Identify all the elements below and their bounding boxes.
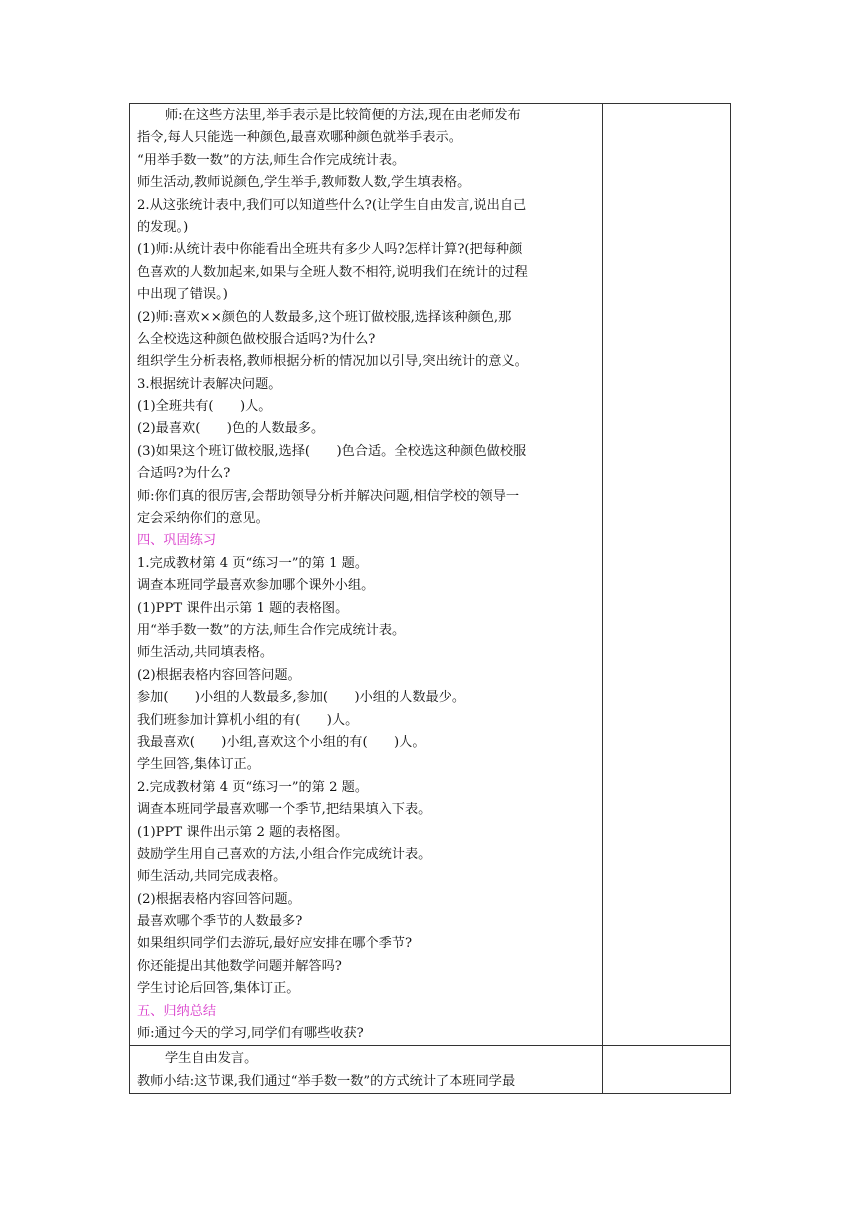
text-line: 最喜欢哪个季节的人数最多? bbox=[137, 914, 303, 930]
text-line: 指令,每人只能选一种颜色,最喜欢哪种颜色就举手表示。 bbox=[137, 130, 462, 146]
text-line: 师生活动,共同填表格。 bbox=[137, 645, 274, 661]
content-cell bbox=[130, 1046, 603, 1094]
text-line: 合适吗?为什么? bbox=[137, 466, 231, 482]
text-line: 学生讨论后回答,集体订正。 bbox=[137, 981, 300, 997]
text-line: 我最喜欢( )小组,喜欢这个小组的有( )人。 bbox=[137, 734, 426, 750]
text-line: 学生回答,集体订正。 bbox=[137, 757, 260, 773]
text-line: 调查本班同学最喜欢哪一个季节,把结果填入下表。 bbox=[137, 802, 432, 818]
text-line: 3.根据统计表解决问题。 bbox=[137, 376, 282, 392]
text-line: 么全校选这种颜色做校服合适吗?为什么? bbox=[137, 331, 376, 347]
text-line: (1)PPT 课件出示第 2 题的表格图。 bbox=[137, 824, 349, 840]
table-row bbox=[130, 104, 731, 1046]
text-line: 2.从这张统计表中,我们可以知道些什么?(让学生自由发言,说出自己 bbox=[137, 197, 527, 213]
text-line: (2)根据表格内容回答问题。 bbox=[137, 667, 301, 683]
text-line: 用“举手数一数”的方法,师生合作完成统计表。 bbox=[137, 622, 406, 638]
section-heading: 五、归纳总结 bbox=[137, 1003, 217, 1019]
text-line: “用举手数一数”的方法,师生合作完成统计表。 bbox=[137, 152, 406, 168]
text-line: 师:通过今天的学习,同学们有哪些收获? bbox=[137, 1026, 364, 1042]
text-line: 学生自由发言。 bbox=[165, 1051, 258, 1067]
text-line: 你还能提出其他数学问题并解答吗? bbox=[137, 958, 342, 974]
content-cell bbox=[130, 104, 603, 1046]
notes-cell bbox=[603, 1046, 731, 1094]
text-line: 教师小结:这节课,我们通过“举手数一数”的方式统计了本班同学最 bbox=[137, 1073, 516, 1089]
text-line: 的发现。) bbox=[137, 219, 189, 235]
text-line: 组织学生分析表格,教师根据分析的情况加以引导,突出统计的意义。 bbox=[137, 354, 528, 370]
text-line: (2)师:喜欢××颜色的人数最多,这个班订做校服,选择该种颜色,那 bbox=[137, 309, 512, 325]
text-line: 我们班参加计算机小组的有( )人。 bbox=[137, 712, 359, 728]
text-line: 参加( )小组的人数最多,参加( )小组的人数最少。 bbox=[137, 690, 466, 706]
text-line: 定会采纳你们的意见。 bbox=[137, 511, 269, 527]
text-line: (1)全班共有( )人。 bbox=[137, 399, 272, 415]
text-line: 调查本班同学最喜欢参加哪个课外小组。 bbox=[137, 578, 375, 594]
text-line: 鼓励学生用自己喜欢的方法,小组合作完成统计表。 bbox=[137, 846, 432, 862]
text-line: 色喜欢的人数加起来,如果与全班人数不相符,说明我们在统计的过程 bbox=[137, 264, 528, 280]
text-line: 师:在这些方法里,举手表示是比较简便的方法,现在由老师发布 bbox=[165, 108, 521, 123]
content-lines bbox=[130, 1046, 602, 1093]
text-line: 1.完成教材第 4 页“练习一”的第 1 题。 bbox=[137, 555, 369, 571]
text-line: (1)PPT 课件出示第 1 题的表格图。 bbox=[137, 600, 349, 616]
content-lines bbox=[130, 104, 602, 1045]
text-line: 2.完成教材第 4 页“练习一”的第 2 题。 bbox=[137, 779, 369, 795]
text-line: (3)如果这个班订做校服,选择( )色合适。全校选这种颜色做校服 bbox=[137, 443, 527, 459]
text-line: 中出现了错误。) bbox=[137, 287, 228, 303]
text-line: (2)最喜欢( )色的人数最多。 bbox=[137, 421, 325, 437]
text-line: (2)根据表格内容回答问题。 bbox=[137, 891, 301, 907]
text-line: 如果组织同学们去游玩,最好应安排在哪个季节? bbox=[137, 936, 413, 952]
text-line: (1)师:从统计表中你能看出全班共有多少人吗?怎样计算?(把每种颜 bbox=[137, 242, 523, 258]
lesson-table bbox=[129, 103, 731, 1094]
notes-cell bbox=[603, 104, 731, 1046]
text-line: 师生活动,共同完成表格。 bbox=[137, 869, 287, 885]
table-row bbox=[130, 1046, 731, 1094]
text-line: 师:你们真的很厉害,会帮助领导分析并解决问题,相信学校的领导一 bbox=[137, 488, 520, 504]
section-heading: 四、巩固练习 bbox=[137, 533, 217, 549]
text-line: 师生活动,教师说颜色,学生举手,教师数人数,学生填表格。 bbox=[137, 175, 471, 191]
